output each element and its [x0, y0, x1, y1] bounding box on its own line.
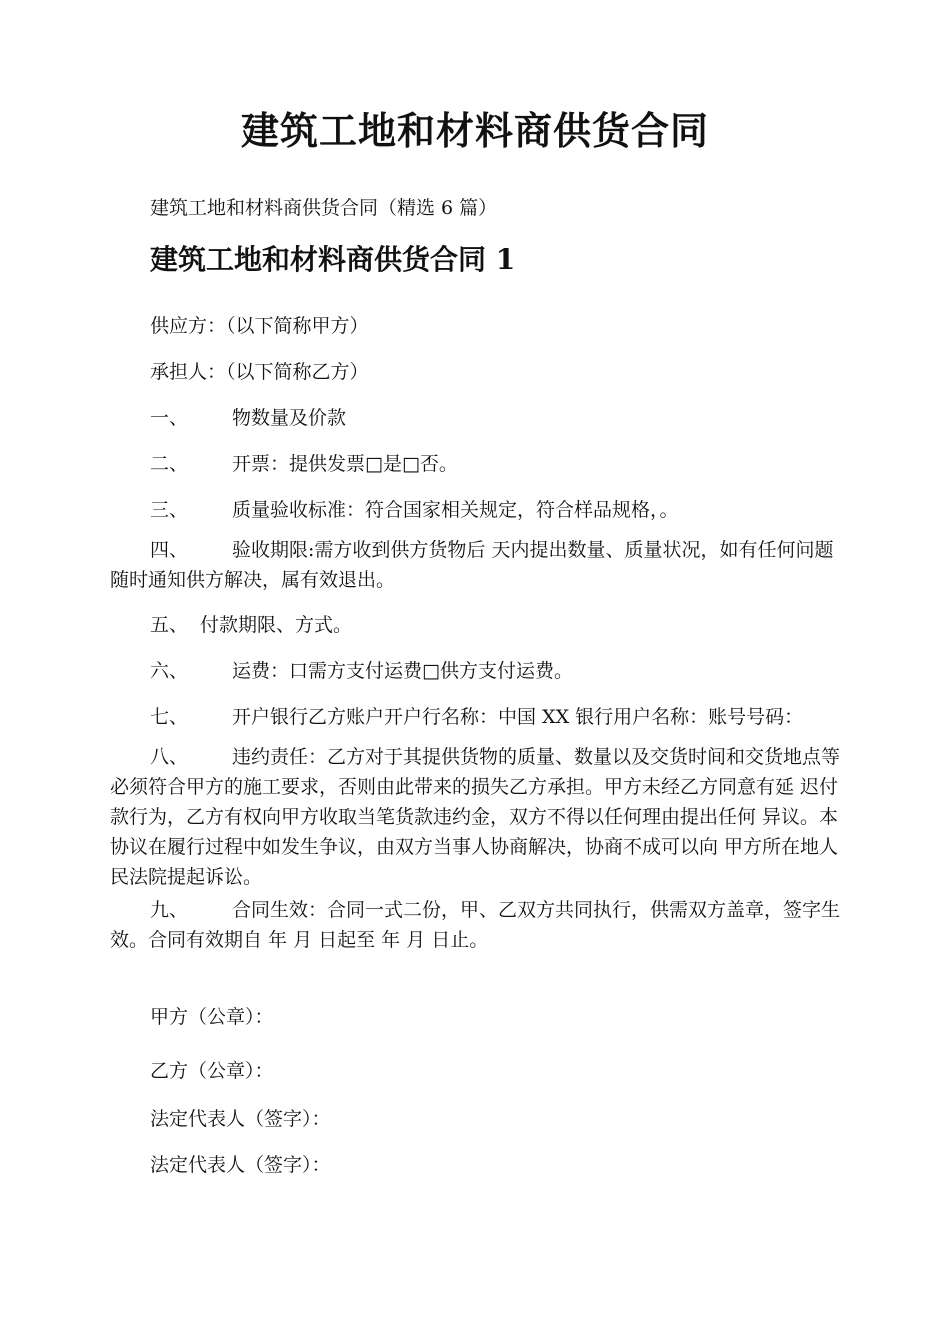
document-subtitle: 建筑工地和材料商供货合同（精选 6 篇）	[150, 197, 498, 219]
clause-9	[110, 895, 842, 955]
clause-number: 八、	[150, 746, 189, 768]
supplier-line: 供应方：（以下简称甲方）	[150, 315, 369, 337]
clause-number: 九、	[150, 899, 189, 921]
clause-text: 违约责任：乙方对于其提供货物的质量、数量以及交货时间和交货地点等 必须符合甲方的施工要求，否则由此带来的损失乙方承担。甲方未经乙方同意有延 迟付款行为，乙方有权向甲方收取当笔货款违约金，双方不得以任何理由提出任何 异议。本协议在履行过程中如发生争议，由双方当事人协商解决，协商不成可以向 甲方所在地人民法院提起诉讼。	[110, 746, 841, 888]
clause-number: 五、	[150, 614, 189, 636]
clause-text: 质量验收标准：符合国家相关规定，符合样品规格，。	[232, 499, 679, 521]
clause-text: 付款期限、方式。	[200, 614, 353, 636]
signature-legal-rep-2: 法定代表人（签字）：	[150, 1154, 331, 1176]
document-title: 建筑工地和材料商供货合同	[240, 108, 709, 153]
clause-number: 三、	[150, 499, 189, 521]
clause-number: 一、	[150, 407, 189, 429]
clause-text: 运费：口需方支付运费□供方支付运费。	[232, 660, 573, 682]
clause-continuation: 效。合同有效期自 年 月 日起至 年 月 日止。	[110, 929, 489, 951]
clause-1	[150, 403, 346, 430]
contractor-line: 承担人：（以下简称乙方）	[150, 361, 369, 383]
clause-text: 开户银行乙方账户开户行名称：中国 XX 银行用户名称：账号号码：	[232, 706, 804, 728]
clause-8	[110, 742, 842, 892]
clause-number: 四、	[150, 539, 189, 561]
signature-party-b: 乙方（公章）：	[150, 1060, 274, 1082]
clause-3	[150, 495, 679, 522]
clause-7	[150, 702, 803, 729]
clause-4	[110, 535, 842, 595]
clause-number: 七、	[150, 706, 189, 728]
clause-text: 合同生效：合同一式二份，甲、乙双方共同执行，供需双方盖章，签字生	[232, 899, 841, 921]
clause-number: 二、	[150, 453, 189, 475]
clause-text: 验收期限:需方收到供方货物后 天内提出数量、质量状况，如有任何问题随时通知供方解决，属有效退出。	[110, 539, 834, 591]
clause-2	[150, 449, 458, 476]
clause-5	[150, 610, 352, 637]
clause-text: 开票：提供发票□是□否。	[232, 453, 458, 475]
signature-legal-rep-1: 法定代表人（签字）：	[150, 1108, 331, 1130]
clause-text: 物数量及价款	[232, 407, 347, 429]
signature-party-a: 甲方（公章）：	[150, 1006, 274, 1028]
section-heading: 建筑工地和材料商供货合同 1	[150, 243, 516, 276]
clause-6	[150, 656, 573, 683]
clause-number: 六、	[150, 660, 189, 682]
